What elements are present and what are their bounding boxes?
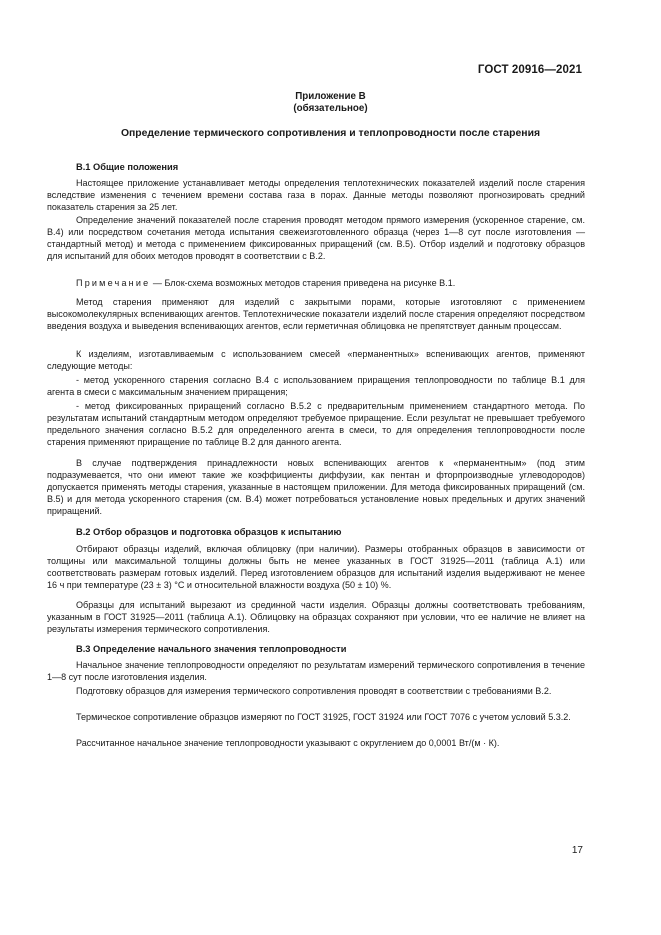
paragraph: Отбирают образцы изделий, включая облицовку (при наличии). Размеры отобранных образцов в зависимости от толщины или максимальной толщины должны быть не менее указанных в ГОСТ 31925—2011 (таблица А.1) или соответствовать размерам готовых изделий. Перед изготовлением образцов для испытаний изделия выдерживают не менее 16 ч при температуре (23 ± 3) °С и относительной влажности воздуха (50 ± 10) %. xyxy=(47,544,585,591)
annex-label: Приложение В xyxy=(295,91,366,102)
annex-title: Определение термического сопротивления и теплопроводности после старения xyxy=(120,128,541,139)
paragraph: В случае подтверждения принадлежности новых вспенивающих агентов к «перманентным» (под этим подразумевается, что они имеют такие же коэффициенты диффузии, как пентан и фторпроизводные углеводородов) допускается применять методы старения, указанные в настоящем приложении. Для метода фиксированных приращений (см. В.5) и для метода ускоренного старения (см. В.4) может потребоваться установление новых предельных и других значений приращений. xyxy=(47,458,585,517)
paragraph: Образцы для испытаний вырезают из срединной части изделия. Образцы должны соответствовать требованиям, указанным в ГОСТ 31925—2011 (таблица А.1). Облицовку на образцах сохраняют при условии, что ее наличие не влияет на результаты измерения термического сопротивления. xyxy=(47,600,585,635)
paragraph: Метод старения применяют для изделий с закрытыми порами, которые изготовляют с применением высокомолекулярных вспенивающих агентов. Теплотехнические показатели изделий после старения определяют посредством введения воздуха и выведения вспенивающих агентов, если герметичная облицовка не препятствует данным процессам. xyxy=(47,297,585,332)
paragraph: Подготовку образцов для измерения термического сопротивления проводят в соответствии с требованиями В.2. xyxy=(76,686,552,696)
note xyxy=(47,277,585,289)
note-label: Примечание xyxy=(76,278,151,288)
paragraph: К изделиям, изготавливаемым с использованием смесей «перманентных» вспенивающих агентов, применяют следующие методы: xyxy=(47,349,585,372)
list-item: - метод ускоренного старения согласно В.4 с использованием приращения теплопроводности по таблице В.1 для агента в смеси с максимальным значением приращения; xyxy=(47,375,585,398)
paragraph: Термическое сопротивление образцов измеряют по ГОСТ 31925, ГОСТ 31924 или ГОСТ 7076 с учетом условий 5.3.2. xyxy=(76,712,571,722)
paragraph: Начальное значение теплопроводности определяют по результатам измерений термического сопротивления в течение 1—8 сут после изготовления изделия. xyxy=(47,660,585,683)
page-number: 17 xyxy=(571,845,583,856)
annex-status: (обязательное) xyxy=(293,103,368,114)
paragraph: Рассчитанное начальное значение теплопроводности указывают с округлением до 0,0001 Вт/(м · К). xyxy=(76,738,500,748)
section-heading-b1: В.1 Общие положения xyxy=(76,162,179,172)
paragraph: Определение значений показателей после старения проводят методом прямого измерения (ускоренное старение, см. В.4) или посредством сочетания метода испытания свежеизготовленного образца (через 1—8 сут после изготовления — стандартный метод) и метода с применением фиксированных приращений (см. В.5). Отбор изделий и подготовку образцов для испытаний для обоих методов проводят в соответствии с В.2. xyxy=(47,215,585,262)
section-heading-b3: В.3 Определение начального значения теплопроводности xyxy=(76,644,347,654)
paragraph: Настоящее приложение устанавливает методы определения теплотехнических показателей изделий после старения вследствие изменения с течением времени состава газа в порах. Данные методы позволяют прогнозировать средний показатель старения за 25 лет. xyxy=(47,178,585,213)
section-heading-b2: В.2 Отбор образцов и подготовка образцов к испытанию xyxy=(76,527,342,537)
list-item: - метод фиксированных приращений согласно В.5.2 с предварительным применением стандартного метода. По результатам испытаний стандартным методом определяют требуемое приращение. Если результат не превышает требуемого предельного значения согласно В.5.2 для определенного агента в смеси, то для определения теплопроводности после старения применяют приращение по таблице В.2 для данного агента. xyxy=(47,401,585,448)
note-text: — Блок-схема возможных методов старения приведена на рисунке В.1. xyxy=(150,278,456,288)
standard-designation: ГОСТ 20916—2021 xyxy=(477,64,582,76)
